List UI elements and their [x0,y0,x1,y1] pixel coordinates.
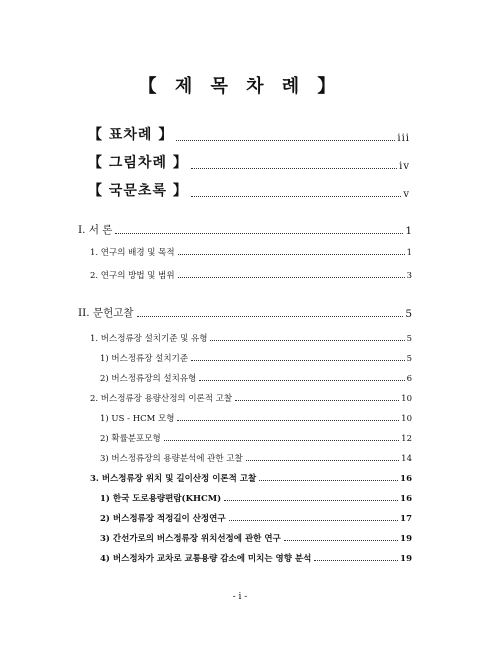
dot-leader [191,195,402,197]
dot-leader [178,276,405,278]
toc-entry-section[interactable]: 1. 버스정류장 설치기준 및 유형 5 [90,334,412,344]
toc-entry-subsection[interactable]: 3) 간선가로의 버스정류장 위치선정에 관한 연구 19 [100,534,412,544]
toc-entry-figure-list[interactable]: 【 그림차례 】 iv [88,155,410,172]
toc-entry-subsection[interactable]: 1) 한국 도로용량편람(KHCM) 16 [100,494,412,504]
dot-leader [246,459,399,461]
toc-entry-subsection[interactable]: 1) US - HCM 모형 10 [100,414,412,424]
dot-leader [259,479,398,481]
dot-leader [191,359,405,361]
dot-leader [314,559,398,561]
toc-entry-chapter[interactable]: I. 서 론 1 [78,224,412,237]
dot-leader [115,232,403,234]
dot-leader [284,539,398,541]
dot-leader [210,339,404,341]
toc-entry-section[interactable]: 2. 버스정류장 용량산정의 이론적 고찰 10 [90,394,412,404]
page-number-footer: - i - [232,592,248,602]
dot-leader [137,315,404,317]
toc-entry-subsection[interactable]: 3) 버스정류장의 용량분석에 관한 고찰 14 [100,454,412,464]
toc-entry-subsection[interactable]: 2) 확률분포모형 12 [100,434,412,444]
toc-entry-subsection[interactable]: 2) 버스정류장 적정길이 산정연구 17 [100,514,412,524]
dot-leader [176,139,395,141]
dot-leader [164,439,399,441]
dot-leader [177,419,399,421]
toc-entry-chapter[interactable]: II. 문헌고찰 5 [78,307,412,320]
toc-entry-section[interactable]: 2. 연구의 방법 및 범위 3 [90,271,412,281]
toc-entry-section[interactable]: 1. 연구의 배경 및 목적 1 [90,248,412,258]
page-title: 【 제 목 차 례 】 [138,76,342,97]
dot-leader [199,379,404,381]
dot-leader [191,167,397,169]
dot-leader [235,399,399,401]
toc-entry-subsection[interactable]: 4) 버스정차가 교차로 교통용량 감소에 미치는 영향 분석 19 [100,554,412,564]
toc-entry-section[interactable]: 3. 버스정류장 위치 및 길이산정 이론적 고찰 16 [90,474,412,484]
dot-leader [229,519,399,521]
dot-leader [178,253,405,255]
toc-entry-table-list[interactable]: 【 표차례 】 iii [88,127,410,144]
toc-entry-subsection[interactable]: 2) 버스정류장의 설치유형 6 [100,374,412,384]
dot-leader [224,499,398,501]
toc-entry-subsection[interactable]: 1) 버스정류장 설치기준 5 [100,354,412,364]
toc-entry-korean-abstract[interactable]: 【 국문초록 】 v [88,183,410,200]
